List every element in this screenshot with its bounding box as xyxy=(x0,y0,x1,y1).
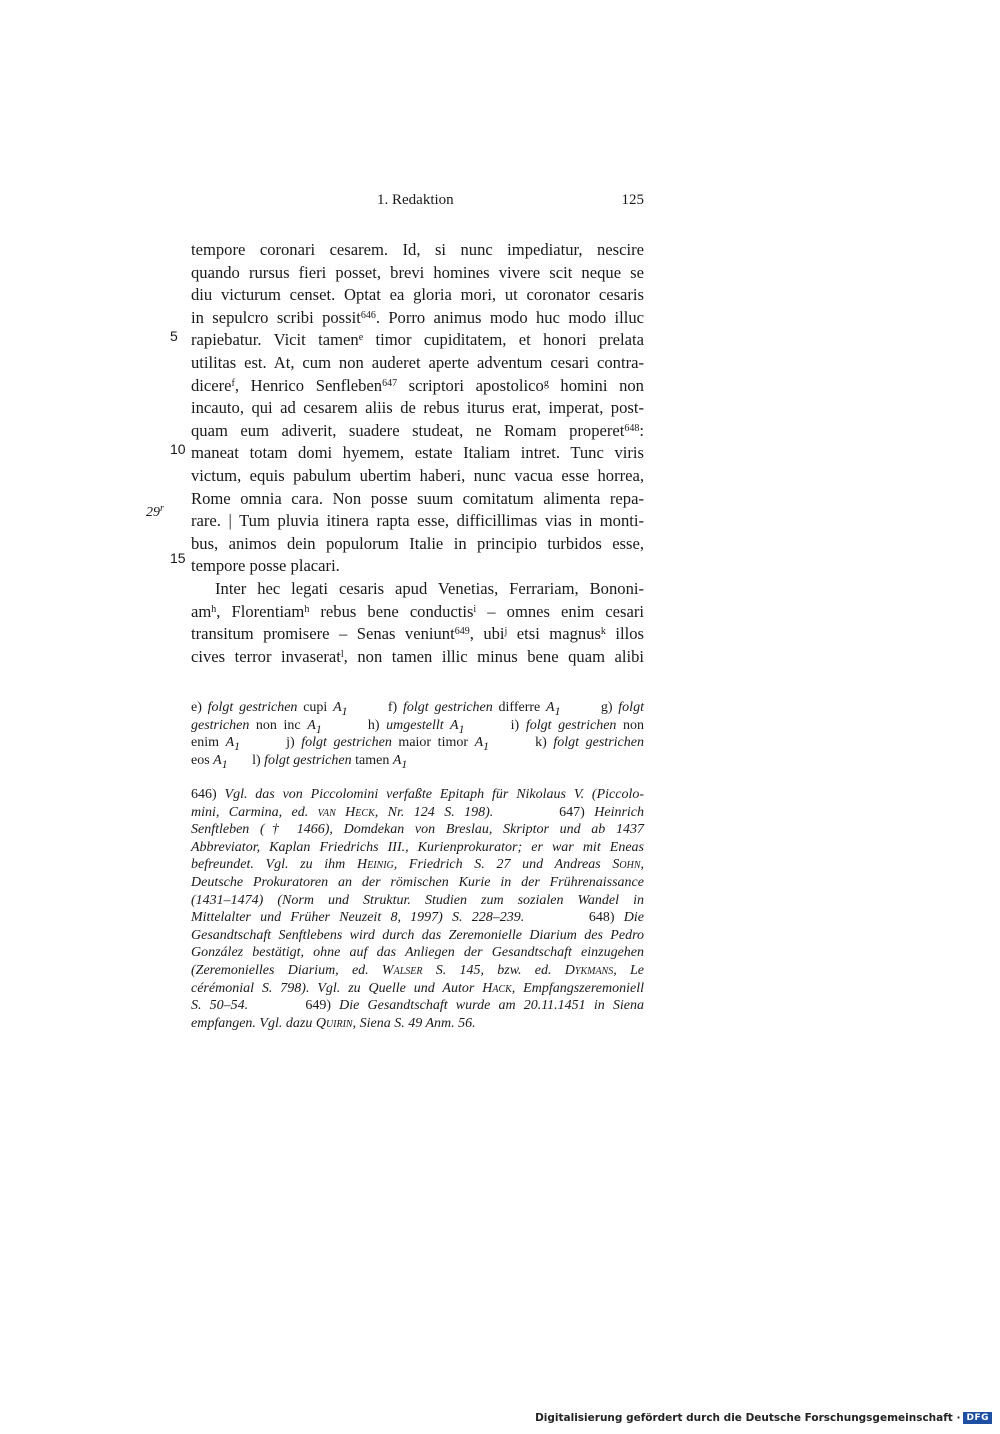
line-number-10: 10 xyxy=(170,441,186,457)
line-number-5: 5 xyxy=(170,328,178,344)
critical-apparatus: e) folgt gestrichen cupi $A_1$ f) folgt gestrichen differre $A_1$ g) folgt gestrichen non inc $A_1$ h) umgestellt $A_1$ i) folgt gestrichen non enim $A_1$ j) folgt gestrichen maior timor $A_1$ k) folgt gestrichen eos $A_1$ l) folgt gestrichen tamen $A_1$ xyxy=(191,700,645,771)
page-number: 125 xyxy=(621,192,644,208)
line-number-15: 15 xyxy=(170,550,186,566)
folio-marker: 29$^r$ xyxy=(146,503,164,520)
edition-text: tempore coronari cesarem. Id, si nunc impediatur, nescire quando rursus fieri posset, brevi homines vivere scit neque se diu victurum censet. Optat ea gloria mori, ut coronator cesaris in sepulcro scribi possit$^{646}$. Porro animus modo huc modo illuc rapiebatur. Vicit tamen$^e$ timor cupiditatem, et honori prelata utilitas est. At, cum non auderet aperte adventum cesari contra- dicere$^f$, Henrico Senfleben$^{647}$ scriptori apostolico$^g$ homini non incauto, qui ad cesarem aliis de rebus iturus erat, imperat, post- quam eum adiverit, suadere studeat, ne Romam properet$^{648}$: maneat totam domi hyemem, estate Italiam intret. Tunc viris victum, equis pabulum ubertim haberi, nunc vacua esse horrea, Rome omnia cara. Non posse suum comitatum alimenta repa- rare. | Tum pluvia itinera rapta esse, difficillimas vias in monti- bus, animos dein populorum Italie in principio turbidos esse, tempore posse placari. Inter hec legati cesaris apud Venetias, Ferrariam, Bononi- $am^h$, Florentiam$^h$ rebus bene conductis$^i$ – omnes enim cesari transitum promisere – Senas veniunt$^{649}$, ubi$^j$ etsi magnus$^k$ illos cives terror invaserat$^l$, non tamen illic minus bene quam alibi xyxy=(191,240,644,666)
funding-text: Digitalisierung gefördert durch die Deutsche Forschungsgemeinschaft · xyxy=(535,1412,961,1424)
running-header xyxy=(191,192,644,214)
commentary-notes: 646) Vgl. das von Piccolomini verfaßte Epitaph für Nikolaus V. (Piccolo- mini, Carmina, ed. van Heck, Nr. 124 S. 198). 647) Heinrich Senftleben († 1466), Domdekan von Breslau, Skriptor und ab 1437 Abbreviator, Kaplan Friedrichs III., Kurienprokurator; er war mit Eneas befreundet. Vgl. zu ihm Heinig, Friedrich S. 27 und Andreas Sohn, Deutsche Prokuratoren an der römischen Kurie in der Frührenaissance (1431–1474) (Norm und Struktur. Studien zum sozialen Wandel in Mittelalter und Früher Neuzeit 8, 1997) S. 228–239. 648) Die Gesandtschaft Senftlebens wird durch das Zeremonielle Diarium des Pedro González bestätigt, ohne auf das Anliegen der Gesandtschaft einzugehen (Zeremonielles Diarium, ed. Walser S. 145, bzw. ed. Dykmans, Le cérémonial S. 798). Vgl. zu Quelle und Autor Hack, Empfangszeremoniell S. 50–54. 649) Die Gesandtschaft wurde am 20.11.1451 in Siena empfangen. Vgl. dazu Quirin, Siena S. 49 Anm. 56. xyxy=(191,787,645,1031)
section-title: 1. Redaktion xyxy=(377,192,454,208)
funding-footer xyxy=(535,1412,992,1424)
dfg-logo: DFG xyxy=(963,1412,992,1424)
